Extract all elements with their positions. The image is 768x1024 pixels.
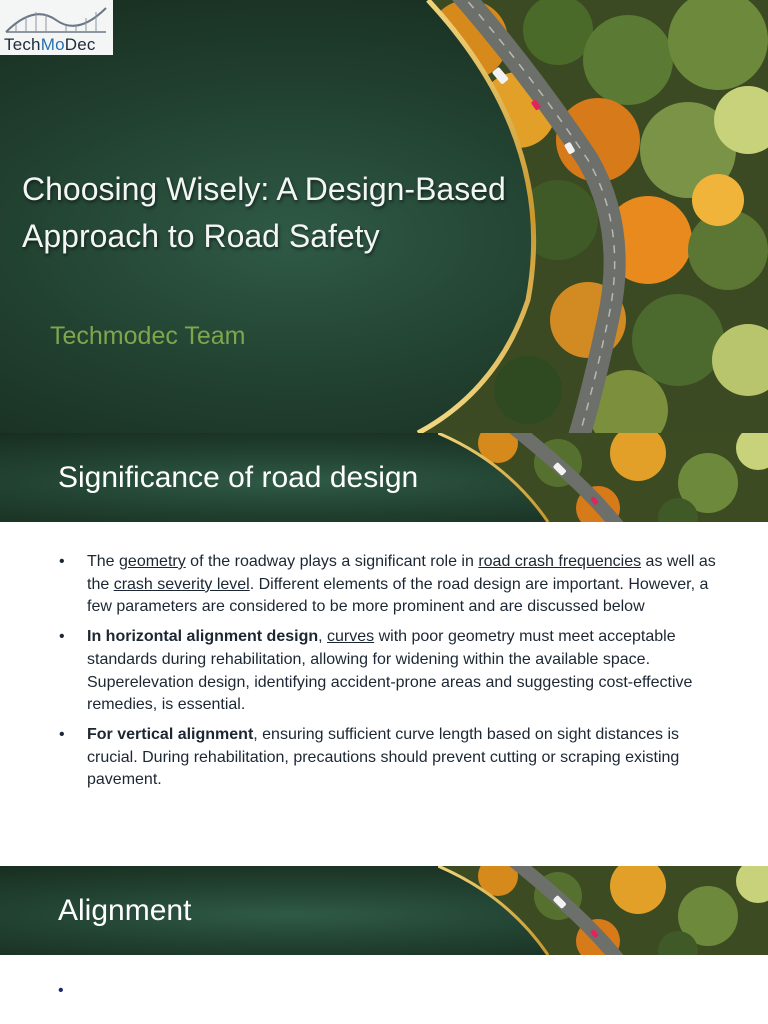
section-heading: Significance of road design	[58, 461, 419, 494]
section-header-alignment	[0, 866, 768, 955]
curves-link[interactable]: curves	[327, 628, 375, 646]
list-item: • For vertical alignment, ensuring sufficient curve length based on sight distances is crucial. During rehabilitation, precautions should prevent cutting or scraping existing pavement.	[58, 724, 718, 792]
logo-wordmark: TechMoDec	[4, 35, 96, 54]
forest-road-image	[438, 433, 768, 522]
presentation-title: Choosing Wisely: A Design-Based Approach to Road Safety	[22, 171, 506, 254]
forest-road-image	[438, 866, 768, 955]
significance-content	[58, 551, 718, 799]
road-crash-frequencies-link[interactable]: road crash frequencies	[478, 553, 642, 570]
techmodec-logo	[0, 0, 113, 55]
presentation-subtitle: Techmodec Team	[50, 322, 246, 350]
geometry-link[interactable]: geometry	[119, 553, 186, 570]
section-heading: Alignment	[58, 894, 192, 927]
empty-bullet: •	[58, 982, 64, 999]
list-item: • In horizontal alignment design, curves with poor geometry must meet acceptable standards during rehabilitation, allowing for widening within the available space. Superelevation design, identifying accident-prone areas and suggesting cost-effective remedies, is essential.	[58, 626, 718, 717]
section-header-significance	[0, 433, 768, 522]
list-item: • The geometry of the roadway plays a significant role in road crash frequencies as well as the crash severity level. Different elements of the road design are important. However, a few parameters are considered to be more prominent and are discussed below	[58, 551, 718, 619]
crash-severity-level-link[interactable]: crash severity level	[113, 575, 250, 593]
bullet-list	[58, 551, 718, 792]
bridge-logo-icon	[4, 2, 109, 36]
title-slide	[0, 0, 768, 433]
